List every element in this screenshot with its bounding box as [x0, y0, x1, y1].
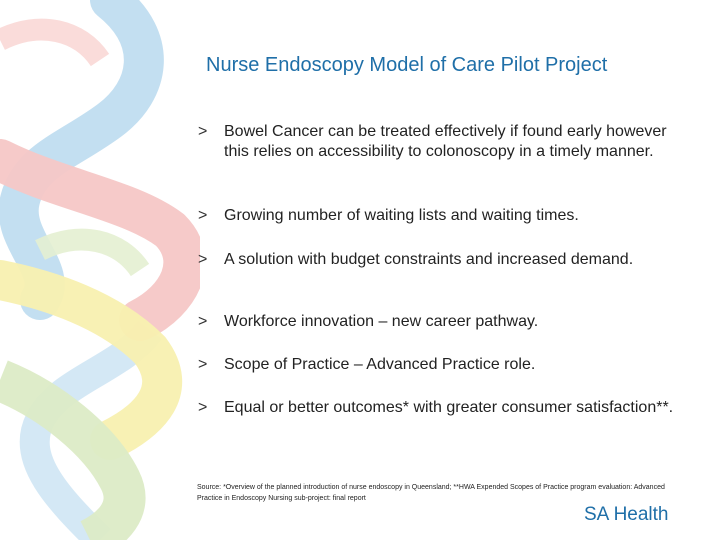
- sa-health-logo-text: SA Health: [584, 504, 669, 525]
- bullet-text: Bowel Cancer can be treated effectively if found early however this relies on accessibility to colonoscopy in a timely manner.: [224, 123, 667, 160]
- bullet-item: [198, 355, 535, 375]
- decorative-ribbon-graphic: [0, 0, 200, 540]
- bullet-marker: >: [198, 313, 208, 330]
- bullet-text: Growing number of waiting lists and waiting times.: [224, 207, 579, 224]
- source-footnote: Source: *Overview of the planned introduction of nurse endoscopy in Queensland; **HWA Expended Scopes of Practice program evaluation: Advanced Practice in Endoscopy Nursing sub-project: final report: [197, 484, 665, 502]
- bullet-item: [198, 398, 673, 418]
- bullet-marker: >: [198, 251, 208, 268]
- bullet-item: [198, 206, 579, 226]
- slide-title: Nurse Endoscopy Model of Care Pilot Project: [206, 54, 608, 76]
- bullet-marker: >: [198, 123, 208, 140]
- bullet-marker: >: [198, 399, 208, 416]
- pink-ribbon-upper: [0, 30, 100, 60]
- bullet-item: [198, 122, 678, 162]
- bullet-text: A solution with budget constraints and increased demand.: [224, 251, 634, 268]
- bullet-item: [198, 312, 538, 332]
- bullet-text: Workforce innovation – new career pathway.: [224, 313, 539, 330]
- bullet-text: Scope of Practice – Advanced Practice role.: [224, 356, 536, 373]
- bullet-marker: >: [198, 356, 208, 373]
- bullet-marker: >: [198, 207, 208, 224]
- bullet-text: Equal or better outcomes* with greater consumer satisfaction**.: [224, 399, 674, 416]
- bullet-item: [198, 250, 633, 270]
